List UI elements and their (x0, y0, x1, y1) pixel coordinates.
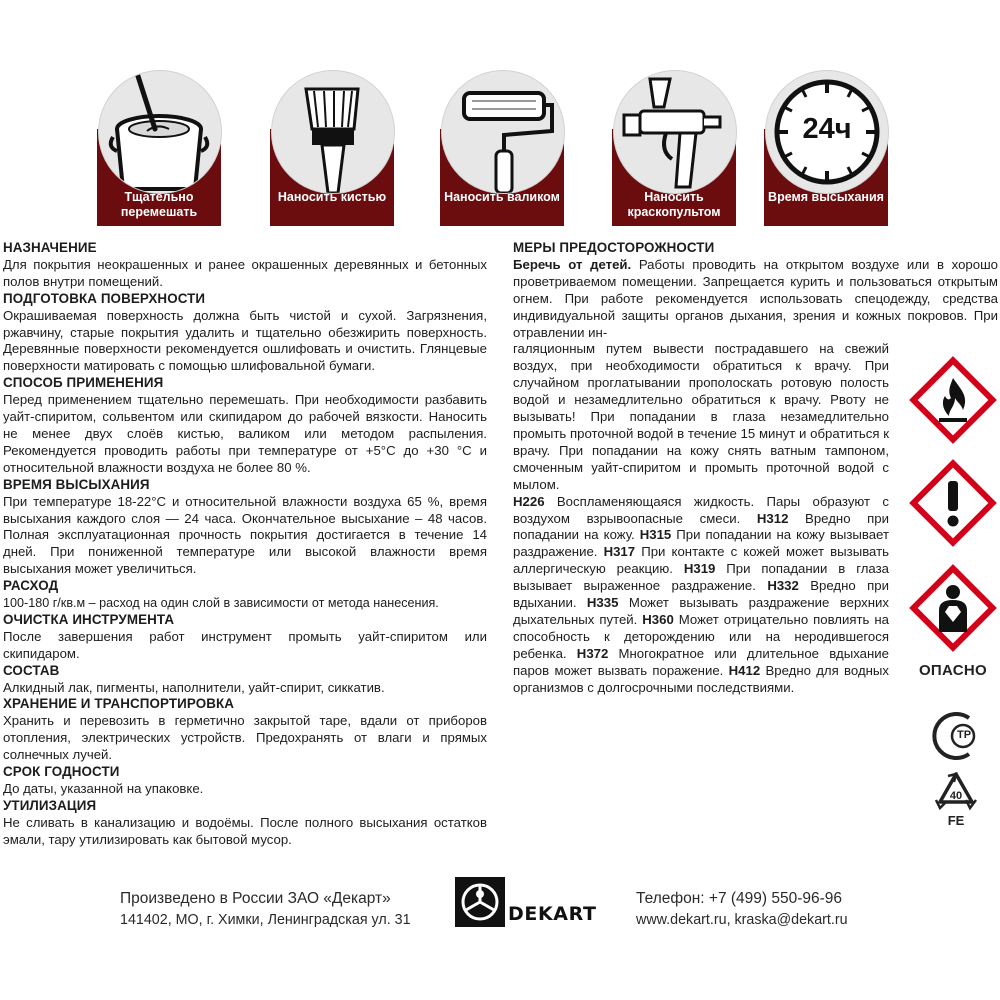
h-code: H315 (639, 527, 672, 543)
signal-word: ОПАСНО (918, 662, 988, 679)
h-text: Многократное или длительное вдыхание паров может вызвать поражение. (513, 645, 889, 678)
h-code: H319 (683, 561, 716, 577)
paint-roller-icon (441, 70, 565, 194)
storage-text: Хранить и перевозить в герметично закрытой таре, вдали от приборов отопления, электрических устройств. Предохранять от влаги и прямых солнечных лучей. (3, 713, 487, 763)
precautions-text-b: галяционным путем вывести пострадавшего на свежий воздух, при необходимости обратиться к врачу. При случайном проглатывании прополоскать ротовую полость водой и незамедлительно обратиться к врачу. Рвоту не вызывать! При попадании в глаза незамедлительно промыть проточной водой в течение 15 минут и обратиться к врачу. При попадании на кожу снять ватным тампоном, смоченным уайт-спиритом и промыть проточной водой с мылом. (513, 341, 889, 492)
prep-text: Окрашиваемая поверхность должна быть чистой и сухой. Загрязнения, ржавчину, старые покрытия удалить и тщательно обезжирить поверхность. Деревянные поверхности рекомендуется ошлифовать и очистить. Глянцевые поверхности матировать с помощью шлифовальной бумаги. (3, 307, 487, 374)
conformity-mark-text: ТР (956, 729, 972, 741)
brush-icon (271, 70, 395, 194)
dry-time-value: 24ч (802, 113, 852, 145)
clean-text: После завершения работ инструмент промыть уайт-спиритом или скипидаром. (3, 628, 487, 661)
h-text: При контакте с кожей может вызывать аллергическую реакцию. (513, 544, 890, 577)
precautions-text-a (513, 257, 998, 342)
recycle-code: FE (947, 813, 965, 828)
health-hazard-icon (905, 560, 1000, 656)
shelf-life-title: СРОК ГОДНОСТИ (3, 764, 120, 780)
h-code: H226 (513, 493, 545, 509)
phone: Телефон: +7 (499) 550-96-96 (636, 890, 843, 907)
h-code: H332 (767, 578, 799, 594)
h-code: H312 (756, 510, 789, 526)
h-code: H317 (603, 544, 636, 560)
composition-text: Алкидный лак, пигменты, наполнители, уайт-спирит, сиккатив. (3, 679, 385, 695)
flammable-icon (905, 352, 1000, 448)
instruction-icons (0, 0, 1000, 235)
storage-title: ХРАНЕНИЕ И ТРАНСПОРТИРОВКА (3, 696, 235, 712)
h-text: При попадании на кожу вызывает раздражение. (513, 527, 889, 560)
purpose-title: НАЗНАЧЕНИЕ (3, 240, 97, 255)
keep-children: Беречь от детей. (513, 256, 632, 272)
precautions-body-a: Работы проводить на открытом воздухе или в хорошо проветриваемом помещении. Запрещается курить и пользоваться открытым огнем. При работе рекомендуется использовать спецодежду, средства индивидуальной защиты органов дыхания, зрения и кожных покровов. При отравлении ин- (513, 256, 998, 340)
h-text: Вредно при попадании на кожу. (513, 510, 890, 543)
shelf-life-text: До даты, указанной на упаковке. (3, 781, 204, 796)
drying-text: При температуре 18-22°С и относительной влажности воздуха 65 %, время высыхания каждого слоя — 24 часа. Окончательное высыхание – 48 часов. Полная эксплуатационная прочность покрытия достигается в течение 14 дней. При пониженной температуре или высокой влажности время высыхания может увеличиться. (3, 493, 487, 577)
h-text: При попадании в глаза вызывает выраженное раздражение. (513, 561, 889, 594)
h-text: Может отрицательно повлиять на способность к деторождению или на неродившегося ребенка. (513, 611, 889, 661)
disposal-text: Не сливать в канализацию и водоёмы. После полного высыхания остатков эмали, тару утилизировать как бытовой мусор. (3, 814, 487, 847)
bucket-stir-icon (98, 70, 222, 194)
h-code: H335 (586, 595, 619, 611)
h-text: Вредно при вдыхании. (513, 578, 889, 611)
hazard-statements (513, 494, 889, 697)
label-dry: Время высыхания (768, 190, 884, 204)
method-title: СПОСОБ ПРИМЕНЕНИЯ (3, 375, 164, 391)
exclamation-icon (905, 455, 1000, 551)
label-mix: Тщательно перемешать (120, 190, 198, 219)
h-code: H372 (576, 645, 609, 661)
clean-title: ОЧИСТКА ИНСТРУМЕНТА (3, 611, 175, 627)
drying-title: ВРЕМЯ ВЫСЫХАНИЯ (3, 476, 150, 492)
producer-line: Произведено в России ЗАО «Декарт» (120, 890, 391, 907)
h-code: H360 (642, 611, 674, 627)
composition-title: СОСТАВ (3, 662, 60, 678)
brand-name: DEKART (508, 903, 597, 925)
recycle-number: 40 (949, 790, 963, 802)
precautions-title: МЕРЫ ПРЕДОСТОРОЖНОСТИ (513, 240, 715, 255)
purpose-text: Для покрытия неокрашенных и ранее окрашенных деревянных и бетонных полов внутри помещений. (3, 256, 487, 289)
dekart-logo-icon (454, 876, 506, 928)
h-code: H412 (728, 662, 761, 678)
method-text: Перед применением тщательно перемешать. При необходимости разбавить уайт-спиритом, сольвентом или скипидаром до рабочей вязкости. Наносить не менее двух слоёв кистью, валиком или методом распыления. Рекомендуется проводить работы при температуре от +5°С до +30 °С и относительной влажности воздуха не более 80 %. (3, 392, 487, 475)
left-column (3, 240, 487, 849)
h-text: Вредно для водных организмов с долгосрочными последствиями. (513, 662, 889, 695)
usage-text: 100-180 г/кв.м – расход на один слой в зависимости от метода нанесения. (3, 596, 439, 611)
label-brush: Наносить кистью (277, 190, 387, 204)
producer-address: 141402, МО, г. Химки, Ленинградская ул. 31 (120, 912, 411, 928)
prep-title: ПОДГОТОВКА ПОВЕРХНОСТИ (3, 290, 206, 306)
usage-title: РАСХОД (3, 578, 59, 594)
clock-icon (765, 70, 889, 194)
label-roller: Наносить валиком (444, 190, 560, 204)
h-text: Может вызывать раздражение верхних дыхательных путей. (513, 595, 889, 627)
website-email[interactable]: www.dekart.ru, kraska@dekart.ru (636, 912, 848, 928)
h-text: Воспламеняющаяся жидкость. Пары образуют с воздухом взрывоопасные смеси. (513, 493, 889, 526)
label-spray: Наносить краскопультом (627, 190, 721, 219)
disposal-title: УТИЛИЗАЦИЯ (3, 797, 97, 813)
spray-gun-icon (613, 70, 737, 194)
